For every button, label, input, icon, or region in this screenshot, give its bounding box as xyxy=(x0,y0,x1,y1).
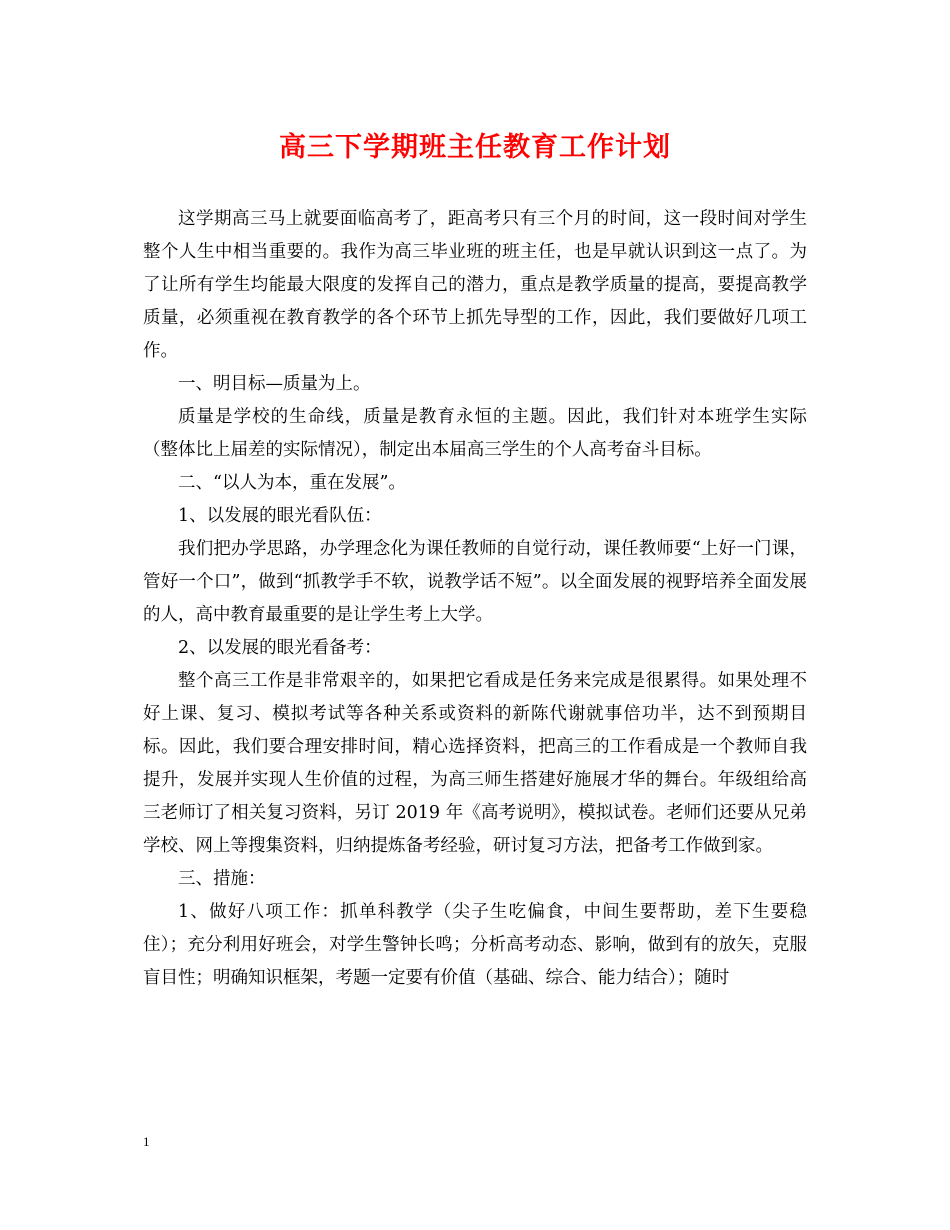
paragraph-exam-prep: 整个高三工作是非常艰辛的，如果把它看成是任务来完成是很累得。如果处理不好上课、复习、模拟考试等各种关系或资料的新陈代谢就事倍功半，达不到预期目标。因此，我们要合理安排时间，精心选择资料，把高三的工作看成是一个教师自我提升，发展并实现人生价值的过程，为高三师生搭建好施展才华的舞台。年级组给高三老师订了相关复习资料，另订 2019 年《高考说明》，模拟试卷。老师们还要从兄弟学校、网上等搜集资料，归纳提炼备考经验，研讨复习方法，把备考工作做到家。 xyxy=(143,671,807,856)
paragraph-quality: 质量是学校的生命线，质量是教育永恒的主题。因此，我们针对本班学生实际（整体比上届差的实际情况），制定出本届高三学生的个人高考奋斗目标。 xyxy=(143,407,807,460)
subheading-exam-prep: 2、以发展的眼光看备考： xyxy=(178,638,382,658)
heading-section-2: 二、“以人为本，重在发展”。 xyxy=(178,473,406,493)
heading-section-1: 一、明目标—质量为上。 xyxy=(178,374,371,394)
paragraph-intro: 这学期高三马上就要面临高考了，距高考只有三个月的时间，这一段时间对学生整个人生中相当重要的。我作为高三毕业班的班主任，也是早就认识到这一点了。为了让所有学生均能最大限度的发挥自己的潜力，重点是教学质量的提高，要提高教学质量，必须重视在教育教学的各个环节上抓先导型的工作，因此，我们要做好几项工作。 xyxy=(143,209,807,361)
paragraph-measures: 1、做好八项工作：抓单科教学（尖子生吃偏食，中间生要帮助，差下生要稳住）；充分利用好班会，对学生警钟长鸣；分析高考动态、影响，做到有的放矢，克服盲目性；明确知识框架，考题一定要有价值（基础、综合、能力结合）；随时 xyxy=(143,902,807,988)
heading-section-3: 三、措施： xyxy=(178,869,266,889)
document-body xyxy=(143,203,807,995)
paragraph-team: 我们把办学思路，办学理念化为课任教师的自觉行动，课任教师要“上好一门课，管好一个口”，做到“抓教学手不软，说教学话不短”。以全面发展的视野培养全面发展的人，高中教育最重要的是让学生考上大学。 xyxy=(143,539,807,625)
document-title: 高三下学期班主任教育工作计划 xyxy=(279,132,671,163)
page-number: 1 xyxy=(143,1134,150,1149)
subheading-team: 1、以发展的眼光看队伍： xyxy=(178,506,382,526)
